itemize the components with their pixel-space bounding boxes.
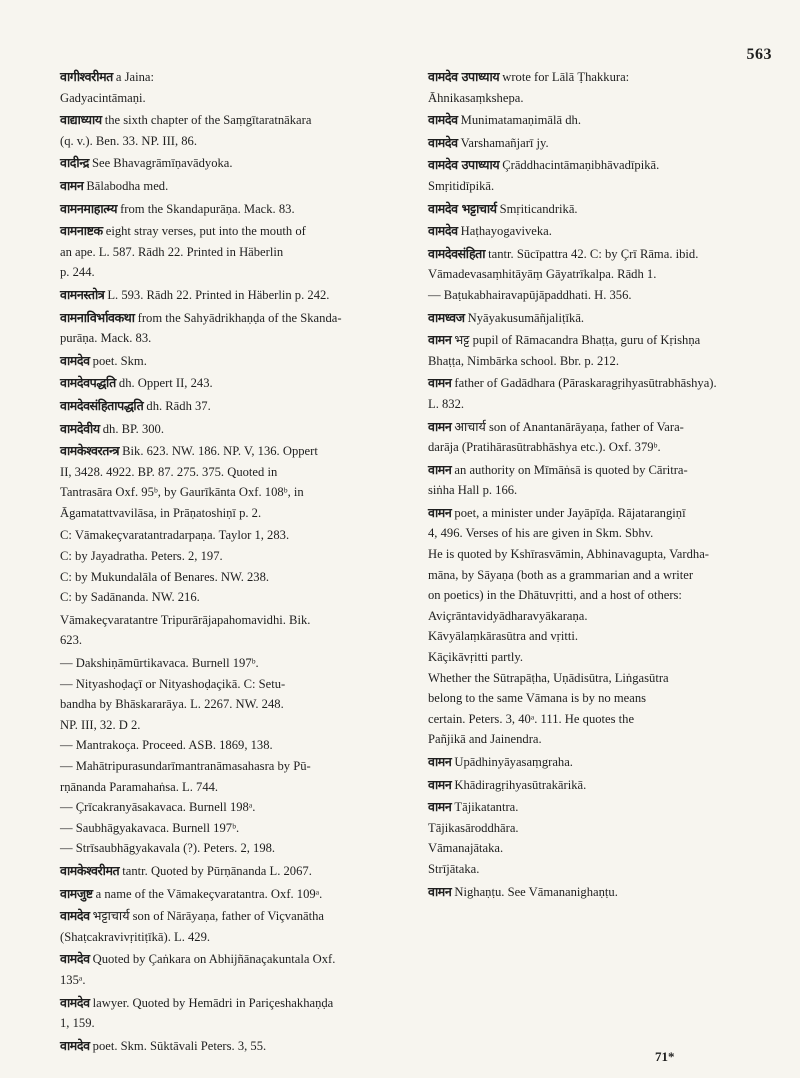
right-column [428,67,778,904]
entry-headword: वामदेव भट्टाचार्य [428,200,497,216]
entry-headword: वामदेवपद्धति [60,375,116,391]
entry-text-line: Strījātaka. [428,861,480,876]
entry-headword: वामनाष्टक [60,223,103,239]
dictionary-entry [60,396,408,417]
entry-text-line: Çrāddhacintāmaṇibhāvadīpikā. [502,158,660,173]
entry-text-line: — Çrīcakranyāsakavaca. Burnell 198ᵃ. [60,800,256,815]
dictionary-entry [60,67,408,108]
entry-text-line: C: by Mukundalāla of Benares. NW. 238. [60,569,270,584]
dictionary-entry [60,176,408,197]
entry-text-line: — Strīsaubhāgyakavala (?). Peters. 2, 198. [60,841,276,856]
entry-text-line: Bālabodha med. [86,178,169,193]
entry-text-line: Smṛiticandrikā. [499,201,578,216]
left-column [60,67,408,1058]
entry-text-line: dh. Rādh 37. [146,398,211,413]
entry-headword: वामन [428,418,452,434]
dictionary-entry [60,285,408,306]
entry-text-line: — Dakshiṇāmūrtikavaca. Burnell 197ᵇ. [60,656,259,671]
entry-text-line: lawyer. Quoted by Hemādri in Pariçeshakhaṇḍa [92,995,334,1010]
entry-headword: वामनस्तोत्र [60,286,105,302]
entry-text-line: Tantrasāra Oxf. 95ᵇ, by Gaurīkānta Oxf. 108ᵇ, in [60,485,304,500]
entry-headword: वादीन्द्र [60,155,89,171]
entry-text-line: Bik. 623. NW. 186. NP. V, 136. Oppert [122,444,318,459]
entry-headword: वामध्वज [428,309,465,325]
entry-text-line: rṇānanda Paramahaṅsa. L. 744. [60,779,219,794]
entry-text-line: Munimatamaṇimālā dh. [460,113,581,128]
dictionary-entry [60,153,408,174]
dictionary-entry [428,67,778,108]
entry-headword: वामदेव उपाध्याय [428,69,500,84]
entry-text-line: a Jaina: [115,70,155,84]
entry-headword: वामनमाहात्म्य [60,200,118,216]
entry-text-line: darāja (Pratihārasūtrabhāshya etc.). Oxf. 379ᵇ. [428,440,661,455]
entry-text-line: भट्टाचार्य son of Nārāyaṇa, father of Viçvanātha [92,909,324,924]
dictionary-entry [428,199,778,220]
entry-text-line: an authority on Mīmāṅsā is quoted by Cāritra- [454,462,688,477]
dictionary-entry [428,110,778,131]
dictionary-entry [428,797,778,879]
signature-mark: 71* [655,1049,675,1064]
entry-text-line: a name of the Vāmakeçvaratantra. Oxf. 109ᵃ. [95,886,323,901]
entry-text-line: 4, 496. Verses of his are given in Skm. Sbhv. [428,526,654,541]
dictionary-entry [428,155,778,196]
dictionary-entry [60,308,408,349]
dictionary-entry [428,221,778,242]
dictionary-entry [60,1036,408,1057]
entry-headword: वागीश्वरीमत [60,69,113,84]
entry-text-line: wrote for Lālā Ṭhakkura: [502,70,630,84]
entry-headword: वामदेवीय [60,420,100,436]
dictionary-entry [428,752,778,773]
dictionary-entry [428,133,778,154]
entry-text-line: an ape. L. 587. Rādh 22. Printed in Häberlin [60,244,284,259]
entry-text-line: 623. [60,633,83,648]
entry-headword: वामन [428,332,452,348]
entry-text-line: Upādhinyāyasaṃgraha. [454,755,573,769]
entry-text-line: 1, 159. [60,1016,95,1031]
entry-headword: वामदेव [60,352,90,368]
entry-text-line: poet. Skm. Sūktāvali Peters. 3, 55. [92,1038,267,1053]
entry-text-line: — Mahātripurasundarīmantranāmasahasra by Pū- [60,759,311,773]
entry-headword: वामन [428,799,452,815]
entry-text-line: on poetics) in the Dhātuvṛitti, and a host of others: [428,588,682,603]
entry-headword: वामदेवसंहितापद्धति [60,397,144,413]
page-number: 563 [746,46,772,63]
entry-text-line: dh. BP. 300. [102,421,164,436]
entry-text-line: — Nityashoḍaçī or Nityashoḍaçikā. C: Setu- [60,676,286,691]
entry-headword: वाद्याध्याय [60,112,102,128]
dictionary-entry [60,110,408,151]
entry-text-line: आचार्य son of Anantanārāyaṇa, father of Vara- [454,419,684,434]
entry-headword: वामदेव [60,951,90,967]
entry-text-line: Gadyacintāmaṇi. [60,90,146,105]
entry-headword: वामदेवसंहिता [428,245,486,261]
entry-headword: वामदेव [60,908,90,924]
dictionary-entry [428,460,778,501]
entry-text-line: bandha by Bhāskararāya. L. 2267. NW. 248. [60,697,284,712]
entry-headword: वामजुष्ट [60,885,93,901]
entry-text-line: NP. III, 32. D 2. [60,717,141,732]
entry-text-line: C: by Jayadratha. Peters. 2, 197. [60,549,223,564]
dictionary-entry [60,884,408,905]
dictionary-entry [428,503,778,750]
entry-text-line: from the Skandapurāṇa. Mack. 83. [120,201,295,216]
dictionary-entry [60,653,408,859]
entry-headword: वामन [428,375,452,391]
entry-text-line: p. 244. [60,265,95,280]
dictionary-entry [428,882,778,903]
entry-headword: वामनाविर्भावकथा [60,309,135,325]
entry-text-line: tantr. Sūcīpattra 42. C: by Çrī Rāma. ibid. [488,246,699,261]
entry-text-line: C: by Sadānanda. NW. 216. [60,590,200,605]
dictionary-entry [428,417,778,458]
entry-headword: वामदेव [428,223,458,239]
entry-text-line: Khādiragṛihyasūtrakārikā. [454,777,587,792]
entry-text-line: Āhnikasaṃkshepa. [428,90,524,105]
dictionary-entry [60,525,408,607]
entry-headword: वामदेव उपाध्याय [428,157,500,173]
entry-headword: वामन [428,883,452,899]
dictionary-entry [60,993,408,1034]
entry-text-line: (q. v.). Ben. 33. NP. III, 86. [60,133,197,148]
entry-text-line: certain. Peters. 3, 40ᵃ. 111. He quotes the [428,711,635,726]
dictionary-entry [60,351,408,372]
entry-text-line: siṅha Hall p. 166. [428,483,518,498]
entry-text-line: belong to the same Vāmana is by no means [428,691,647,706]
entry-text-line: māna, by Sāyaṇa (both as a grammarian and a writer [428,567,694,582]
entry-text-line: purāṇa. Mack. 83. [60,331,152,346]
entry-text-line: — Saubhāgyakavaca. Burnell 197ᵇ. [60,820,240,835]
dictionary-entry [428,373,778,414]
entry-text-line: L. 832. [428,396,465,411]
dictionary-entry [60,441,408,523]
entry-text-line: Haṭhayogaviveka. [460,224,552,239]
dictionary-entry [60,861,408,882]
entry-text-line: — Baṭukabhairavapūjāpaddhati. H. 356. [428,287,632,302]
entry-headword: वामकेश्वरीमत [60,862,120,878]
entry-text-line: Āgamatattvavilāsa, in Prāṇatoshiṇī p. 2. [60,505,262,520]
entry-text-line: He is quoted by Kshīrasvāmin, Abhinavagupta, Vardha- [428,547,709,562]
entry-text-line: II, 3428. 4922. BP. 87. 275. 375. Quoted in [60,464,278,479]
entry-text-line: Whether the Sūtrapāṭha, Uṇādisūtra, Liṅgasūtra [428,670,669,685]
entry-text-line: eight stray verses, put into the mouth of [105,224,306,239]
entry-text-line: dh. Oppert II, 243. [118,376,213,391]
entry-text-line: (Shaṭcakravivṛitiṭīkā). L. 429. [60,929,211,944]
entry-headword: वामदेव [428,134,458,150]
dictionary-entry [60,949,408,990]
dictionary-entry [60,610,408,651]
entry-text-line: Tājikatantra. [454,800,519,815]
entry-text-line: tantr. Quoted by Pūrṇānanda L. 2067. [122,863,312,878]
entry-text-line: Kāvyālaṃkārasūtra and vṛitti. [428,629,579,644]
entry-headword: वामन [428,504,452,520]
entry-text-line: — Mantrakoça. Proceed. ASB. 1869, 138. [60,738,273,753]
entry-text-line: Varshamañjarī jy. [460,135,549,150]
entry-text-line: Smṛitidīpikā. [428,178,495,193]
entry-headword: वामकेश्वरतन्त्र [60,443,120,459]
entry-text-line: Tājikasāroddhāra. [428,820,519,835]
entry-text-line: poet, a minister under Jayāpīḍa. Rājatarangiṇī [454,505,686,520]
entry-text-line: poet. Skm. [92,353,147,368]
dictionary-entry [60,373,408,394]
entry-text-line: from the Sahyādrikhaṇḍa of the Skanda- [137,310,342,325]
dictionary-entry [428,775,778,796]
entry-text-line: Aviçrāntavidyādharavyākaraṇa. [428,608,588,623]
entry-text-line: L. 593. Rādh 22. Printed in Häberlin p. 242. [107,287,330,302]
dictionary-entry [428,308,778,329]
entry-text-line: C: Vāmakeçvaratantradarpaṇa. Taylor 1, 283. [60,528,290,543]
dictionary-entry [428,244,778,306]
entry-headword: वामन [428,776,452,792]
entry-headword: वामन [428,754,452,769]
entry-text-line: Vāmadevasaṃhitāyāṃ Gāyatrīkalpa. Rādh 1. [428,267,657,282]
entry-text-line: Nyāyakusumāñjaliṭīkā. [467,310,585,325]
dictionary-entry [60,199,408,220]
entry-headword: वामदेव [60,994,90,1010]
entry-text-line: Nighaṇṭu. See Vāmananighaṇṭu. [454,884,618,899]
entry-text-line: Kāçikāvṛitti partly. [428,650,523,665]
entry-text-line: 135ᵃ. [60,972,86,987]
entry-headword: वामदेव [60,1037,90,1053]
dictionary-entry [60,419,408,440]
entry-text-line: father of Gadādhara (Pāraskaragṛihyasūtrabhāshya). [454,376,717,391]
dictionary-entry [428,330,778,371]
entry-text-line: Pañjikā and Jainendra. [428,732,542,747]
entry-text-line: Quoted by Çaṅkara on Abhijñānaçakuntala Oxf. [92,952,336,967]
dictionary-entry [60,906,408,947]
entry-text-line: भट्ट pupil of Rāmacandra Bhaṭṭa, guru of Kṛishṇa [454,333,701,348]
dictionary-entry [60,221,408,283]
entry-text-line: the sixth chapter of the Saṃgītaratnākara [104,113,312,128]
entry-headword: वामन [428,461,452,477]
entry-text-line: Bhaṭṭa, Nimbārka school. Bbr. p. 212. [428,353,619,368]
entry-text-line: Vāmanajātaka. [428,841,504,856]
entry-headword: वामदेव [428,112,458,128]
entry-headword: वामन [60,177,84,193]
entry-text-line: See Bhavagrāmīṇavādyoka. [91,156,233,171]
entry-text-line: Vāmakeçvaratantre Tripurārājapahomavidhi. Bik. [60,612,311,627]
